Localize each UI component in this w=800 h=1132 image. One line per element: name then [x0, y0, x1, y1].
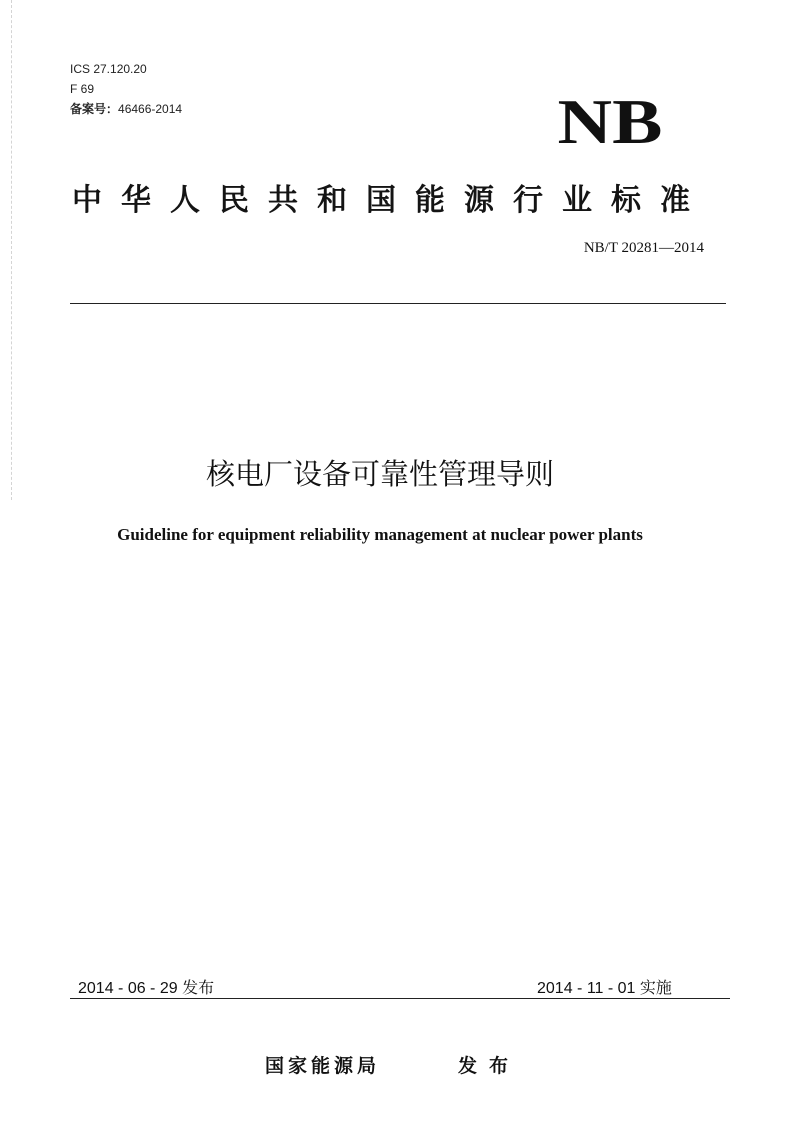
- top-divider: [70, 303, 726, 304]
- nb-logo-text: NB: [557, 88, 663, 152]
- classification-code: F 69: [70, 82, 95, 96]
- english-title: Guideline for equipment reliability management at nuclear power plants: [117, 525, 643, 544]
- publisher-name: 国家能源局: [265, 1055, 381, 1077]
- effective-date: 2014 - 11 - 01 实施: [537, 980, 672, 997]
- standard-code: NB/T 20281—2014: [583, 240, 704, 256]
- record-value: 46466-2014: [118, 102, 183, 116]
- ics-code: ICS 27.120.20: [70, 62, 147, 76]
- record-label: 备案号：: [70, 102, 119, 116]
- organization-title: 中华人民共和国能源行业标准: [72, 183, 709, 218]
- nb-logo-graphic: [530, 88, 690, 152]
- bottom-divider: [70, 998, 730, 999]
- scan-edge-mark: [11, 0, 13, 500]
- nb-logo: [530, 88, 690, 152]
- issue-date: 2014 - 06 - 29 发布: [78, 980, 215, 997]
- record-number: [70, 101, 182, 117]
- publish-label: 发布: [458, 1055, 521, 1077]
- chinese-title: 核电厂设备可靠性管理导则: [205, 457, 554, 491]
